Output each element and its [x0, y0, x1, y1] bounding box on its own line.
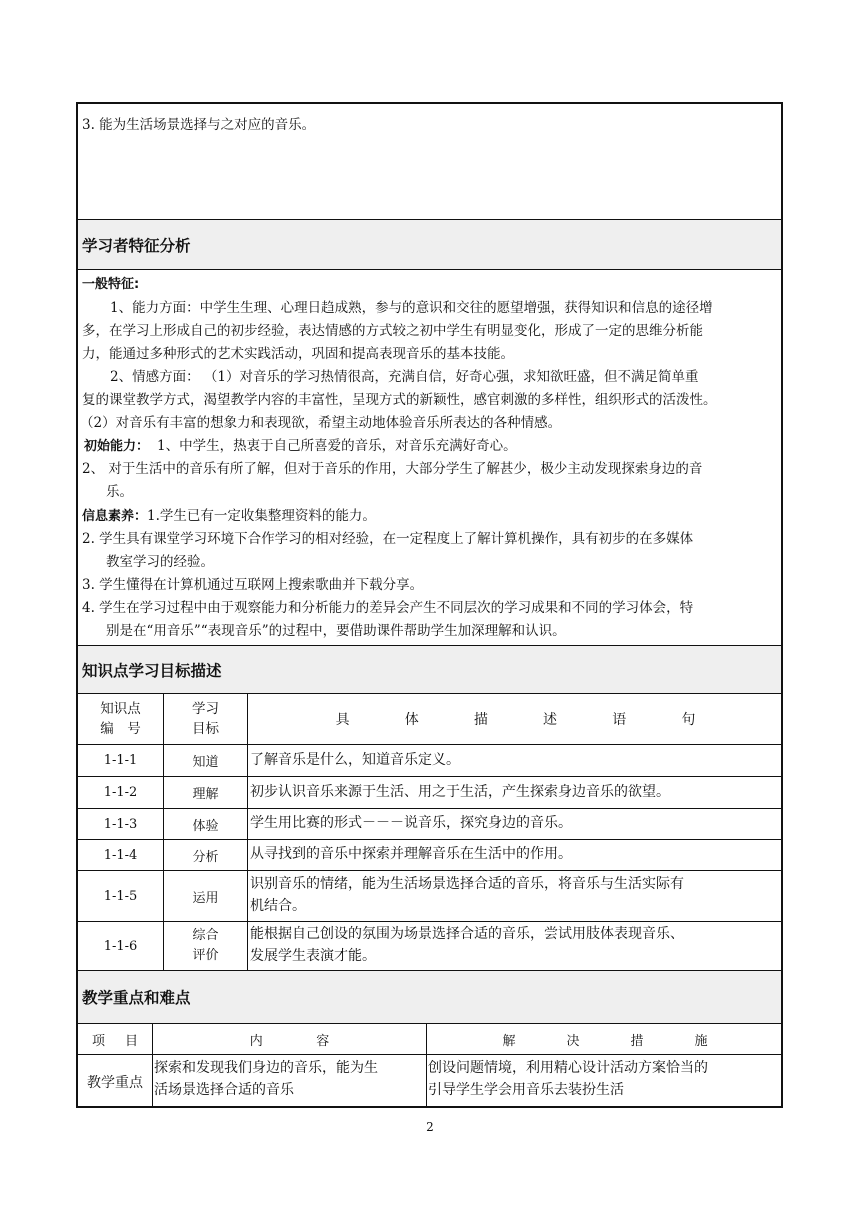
emotion-line-3: （2）对音乐有丰富的想象力和表现欲，希望主动地体验音乐所表达的各种情感。 — [80, 415, 562, 431]
ability-line-1: 1、能力方面：中学生生理、心理日趋成熟，参与的意识和交往的愿望增强，获得知识和信息的途径增 — [110, 300, 713, 316]
table-row-desc: 学生用比赛的形式－－－说音乐，探究身边的音乐。 — [250, 815, 572, 831]
table-row-id: 1-1-3 — [103, 816, 138, 832]
info-literacy-2-line2: 教室学习的经验。 — [106, 554, 214, 570]
info-literacy-1: 1.学生已有一定收集整理资料的能力。 — [147, 508, 376, 524]
key-point-content: 探索和发现我们身边的音乐，能为生 活场景选择合适的音乐 — [154, 1060, 378, 1098]
table-row-goal: 体验 — [192, 818, 219, 834]
info-literacy-label: 信息素养： — [82, 509, 148, 524]
table-row-goal: 运用 — [192, 890, 219, 906]
table-row-goal: 知道 — [192, 755, 219, 770]
table-row-id: 1-1-6 — [103, 938, 138, 954]
key-point-measure: 创设问题情境，利用精心设计活动方案恰当的 引导学生学会用音乐去装扮生活 — [428, 1060, 708, 1098]
document-table — [76, 102, 783, 1108]
general-features-label: 一般特征: — [82, 277, 140, 292]
initial-ability-2-line1: 2、 对于生活中的音乐有所了解，但对于音乐的作用，大部分学生了解甚少，极少主动发现探索身边的音 — [82, 461, 703, 477]
col-header-item: 项 目 — [91, 1033, 138, 1049]
table-row-goal: 综合 评价 — [192, 928, 219, 963]
info-literacy-4-line2: 别是在“用音乐”“表现音乐”的过程中，要借助课件帮助学生加深理解和认识。 — [106, 623, 566, 639]
ability-line-3: 力，能通过多种形式的艺术实践活动，巩固和提高表现音乐的基本技能。 — [82, 346, 514, 362]
table-row-desc: 初步认识音乐来源于生活、用之于生活，产生探索身边音乐的欲望。 — [250, 784, 670, 800]
info-literacy-4-line1: 4. 学生在学习过程中由于观察能力和分析能力的差异会产生不同层次的学习成果和不同的学习体会，特 — [82, 600, 694, 616]
info-literacy-2-line1: 2. 学生具有课堂学习环境下合作学习的相对经验，在一定程度上了解计算机操作，具有初步的在多媒体 — [82, 531, 694, 547]
col-header-description: 具 体 描 述 语 句 — [335, 712, 696, 728]
table-row-id: 1-1-2 — [103, 785, 138, 800]
table-row-goal: 理解 — [192, 787, 219, 802]
initial-ability-1: 1、中学生，热衷于自己所喜爱的音乐，对音乐充满好奇心。 — [157, 438, 517, 454]
table-row-desc: 能根据自己创设的氛围为场景选择合适的音乐，尝试用肢体表现音乐、 发展学生表演才能。 — [250, 926, 684, 964]
table-row-desc: 从寻找到的音乐中探索并理解音乐在生活中的作用。 — [250, 846, 572, 862]
page-number: 2 — [426, 1120, 434, 1134]
key-points-header: 教学重点和难点 — [78, 971, 781, 1023]
info-literacy-3: 3. 学生懂得在计算机通过互联网上搜索歌曲并下载分享。 — [82, 577, 424, 593]
table-row-id: 1-1-4 — [103, 847, 138, 863]
learner-analysis-header: 学习者特征分析 — [78, 220, 781, 269]
col-header-knowledge-id: 知识点 编 号 — [100, 701, 141, 737]
table-row-desc: 了解音乐是什么，知道音乐定义。 — [250, 752, 460, 768]
table-row-desc: 识别音乐的情绪，能为生活场景选择合适的音乐，将音乐与生活实际有 机结合。 — [250, 876, 684, 914]
initial-ability-label: 初始能力： — [84, 439, 150, 454]
col-header-measures: 解 决 措 施 — [502, 1033, 708, 1049]
table-row-goal: 分析 — [192, 849, 219, 865]
emotion-line-2: 复的课堂教学方式，渴望教学内容的丰富性，呈现方式的新颖性，感官刺激的多样性，组织形式的活泼性。 — [82, 392, 717, 408]
col-header-content: 内 容 — [249, 1033, 330, 1049]
row-label-key-point: 教学重点 — [87, 1074, 143, 1091]
emotion-line-1: 2、情感方面： （1）对音乐的学习热情很高，充满自信，好奇心强，求知欲旺盛，但不满足简单重 — [110, 369, 699, 385]
table-row-id: 1-1-5 — [103, 888, 138, 904]
objective-item-3: 3. 能为生活场景选择与之对应的音乐。 — [82, 117, 316, 133]
ability-line-2: 多，在学习上形成自己的初步经验，表达情感的方式较之初中学生有明显变化，形成了一定的思维分析能 — [82, 323, 703, 339]
table-row-id: 1-1-1 — [103, 753, 138, 768]
initial-ability-2-line2: 乐。 — [106, 484, 133, 500]
col-header-learning-goal: 学习 目标 — [192, 701, 219, 737]
objectives-header: 知识点学习目标描述 — [78, 646, 781, 693]
